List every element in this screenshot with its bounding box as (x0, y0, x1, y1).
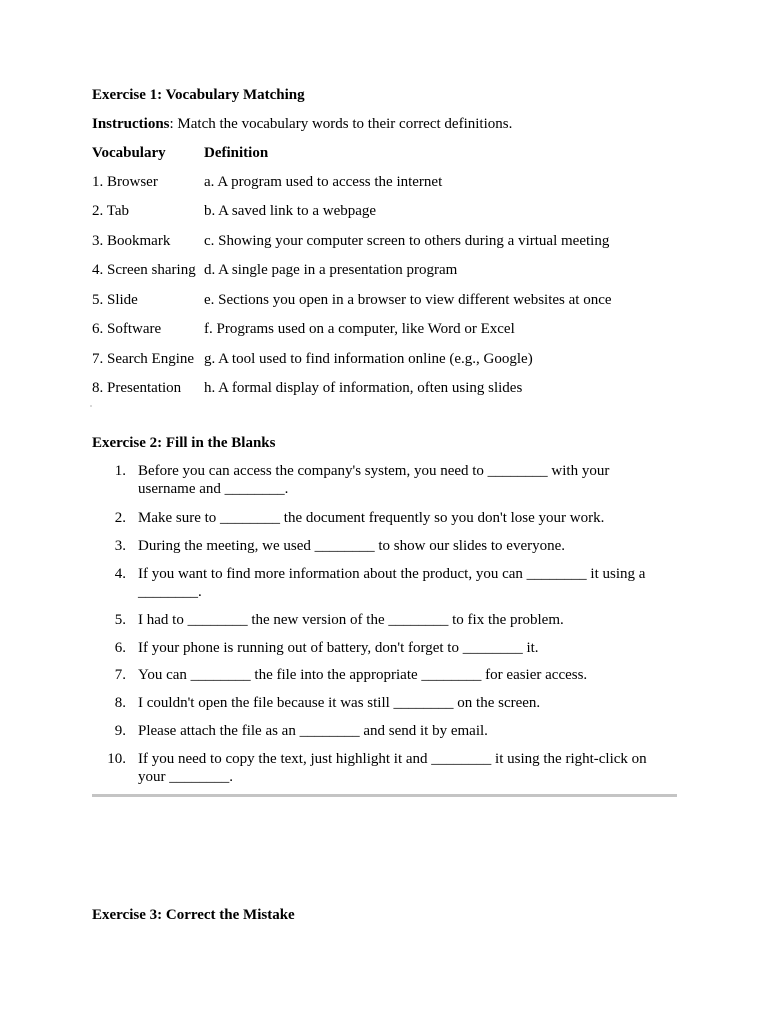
list-item: I had to ________ the new version of the ________ to fix the problem. (138, 612, 564, 628)
list-item: If you need to copy the text, just highlight it and ________ it using the right-click on your ________. (138, 751, 647, 785)
instructions-text: : Match the vocabulary words to their correct definitions. (169, 116, 513, 132)
horizontal-rule (92, 794, 677, 797)
vocab-term: 6. Software (92, 321, 162, 337)
vocab-definition: a. A program used to access the internet (204, 174, 443, 190)
list-item: I couldn't open the file because it was still ________ on the screen. (138, 695, 541, 711)
vocab-term: 1. Browser (92, 174, 158, 190)
instructions (92, 115, 512, 133)
vocab-term: 3. Bookmark (92, 233, 171, 249)
list-item: If you want to find more information about the product, you can ________ it using a ________. (138, 566, 646, 600)
list-item: Make sure to ________ the document frequently so you don't lose your work. (138, 510, 605, 526)
definition-header: Definition (204, 145, 269, 161)
vocab-definition: h. A formal display of information, often using slides (204, 380, 523, 396)
vocab-term: 5. Slide (92, 292, 138, 308)
vocab-term: 8. Presentation (92, 380, 182, 396)
vocab-definition: g. A tool used to find information online (e.g., Google) (204, 351, 533, 367)
exercise-1-title: Exercise 1: Vocabulary Matching (92, 87, 305, 103)
vocab-definition: c. Showing your computer screen to others during a virtual meeting (204, 233, 610, 249)
vocabulary-header: Vocabulary (92, 145, 166, 161)
list-item: Please attach the file as an ________ and send it by email. (138, 723, 488, 739)
list-item-number: 3. (114, 538, 126, 554)
vocab-term: 2. Tab (92, 203, 130, 219)
instructions-label: Instructions (92, 116, 170, 132)
list-item-number: 2. (114, 510, 126, 526)
list-item-number: 9. (114, 723, 126, 739)
list-item-number: 5. (114, 612, 126, 628)
exercise-3-title: Exercise 3: Correct the Mistake (92, 907, 295, 923)
stray-mark (90, 405, 92, 407)
vocab-definition: b. A saved link to a webpage (204, 203, 377, 219)
exercise-2-title: Exercise 2: Fill in the Blanks (92, 435, 276, 451)
list-item-number: 7. (114, 667, 126, 683)
list-item: If your phone is running out of battery, don't forget to ________ it. (138, 640, 539, 656)
vocab-definition: f. Programs used on a computer, like Word or Excel (204, 321, 515, 337)
vocab-definition: e. Sections you open in a browser to view different websites at once (204, 292, 612, 308)
list-item-number: 1. (114, 463, 126, 479)
list-item-number: 6. (114, 640, 126, 656)
list-item: You can ________ the file into the appropriate ________ for easier access. (138, 667, 588, 683)
list-item-number: 8. (114, 695, 126, 711)
vocab-term: 4. Screen sharing (92, 262, 196, 278)
vocab-term: 7. Search Engine (92, 351, 195, 367)
list-item: Before you can access the company's system, you need to ________ with your username and ________. (138, 463, 610, 497)
vocab-definition: d. A single page in a presentation program (204, 262, 458, 278)
list-item-number: 4. (114, 566, 126, 582)
list-item-number: 10. (107, 751, 126, 767)
list-item: During the meeting, we used ________ to show our slides to everyone. (138, 538, 566, 554)
